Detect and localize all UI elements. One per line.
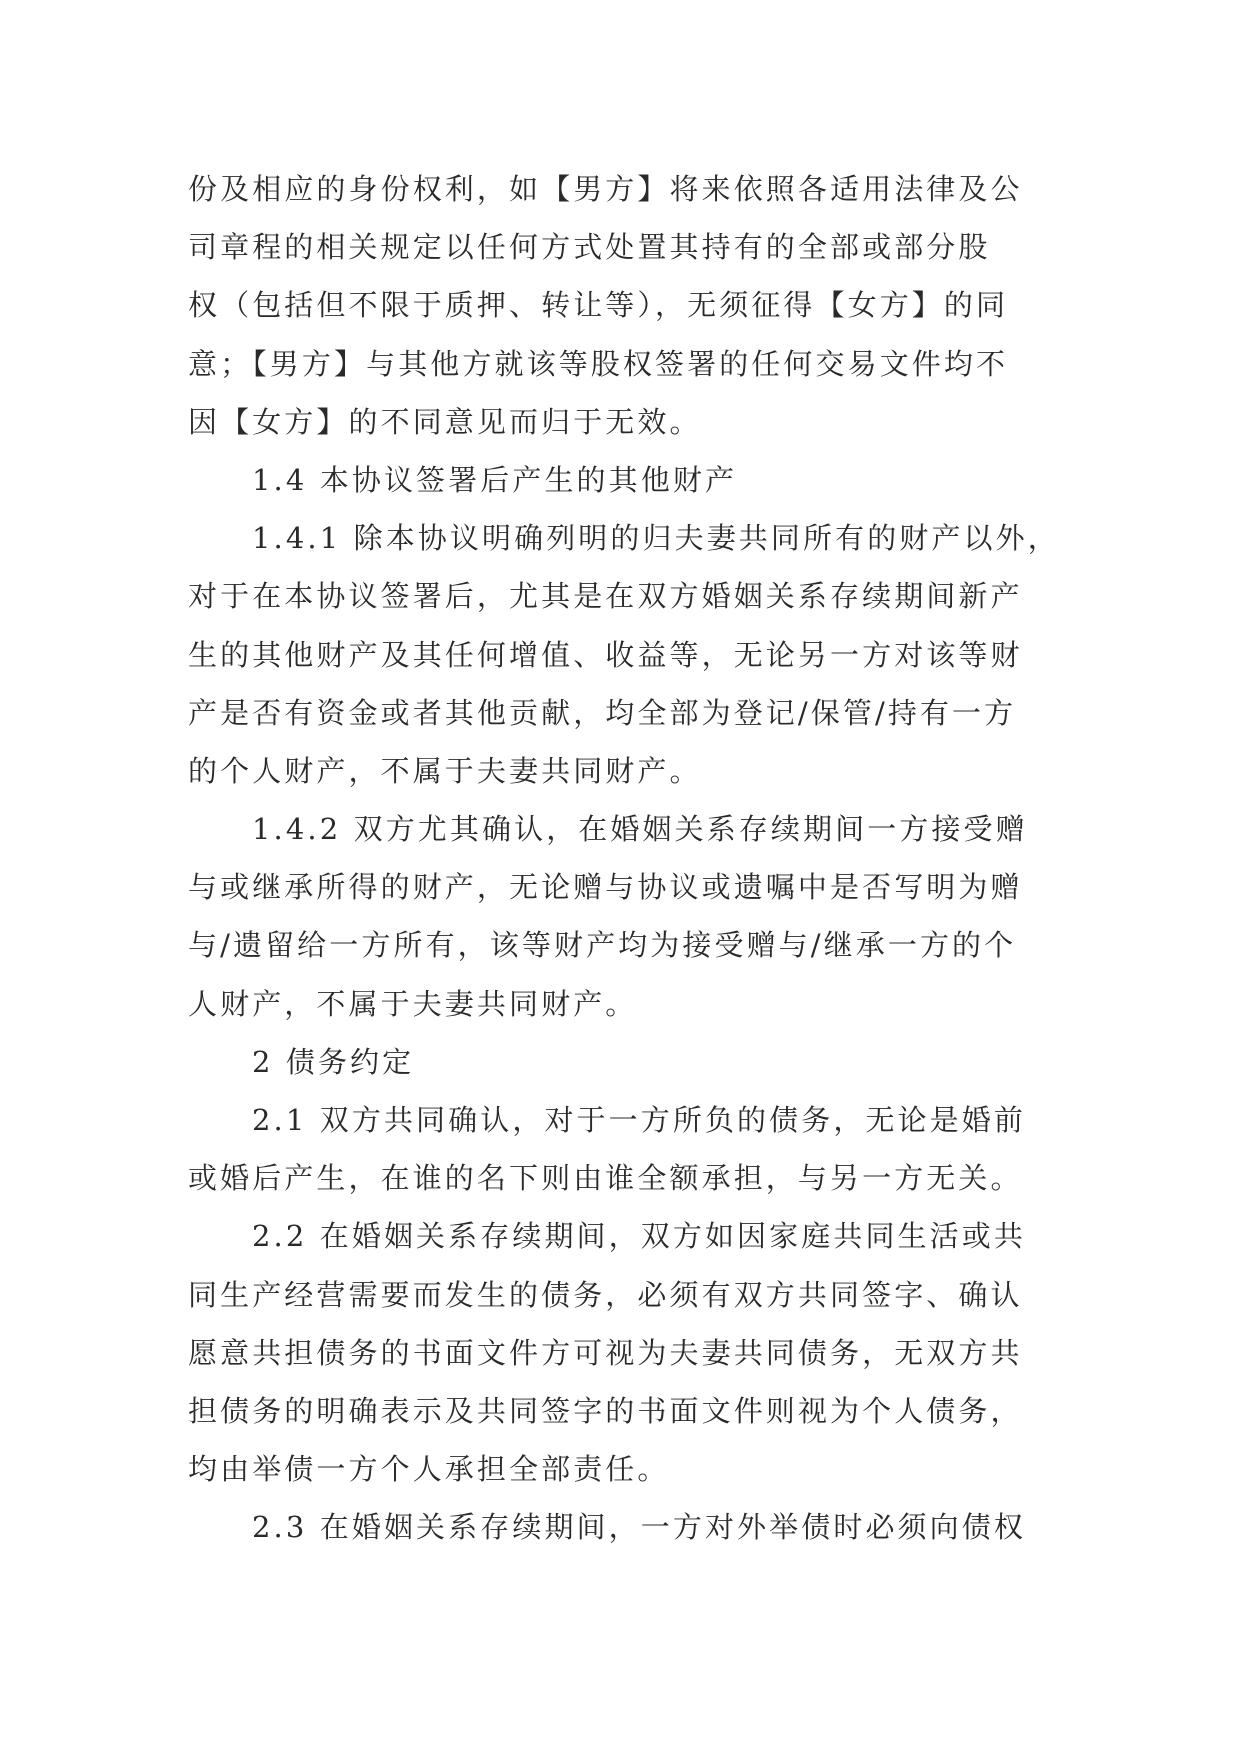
text-line: 或婚后产生，在谁的名下则由谁全额承担，与另一方无关。 — [188, 1161, 1023, 1196]
text-line: 生的其他财产及其任何增值、收益等，无论另一方对该等财 — [188, 637, 1023, 672]
section-heading: 1.4 本协议签署后产生的其他财产 — [252, 462, 738, 497]
text-line: 与或继承所得的财产，无论赠与协议或遗嘱中是否写明为赠 — [188, 870, 1023, 905]
text-line: 产是否有资金或者其他贡献，均全部为登记/保管/持有一方 — [188, 695, 1017, 730]
text-line: 的个人财产，不属于夫妻共同财产。 — [188, 753, 702, 788]
text-line: 愿意共担债务的书面文件方可视为夫妻共同债务，无双方共 — [188, 1335, 1023, 1370]
paragraph-start-line: 2.3 在婚姻关系存续期间，一方对外举债时必须向债权 — [252, 1510, 1026, 1545]
text-line: 因【女方】的不同意见而归于无效。 — [188, 404, 702, 439]
text-line: 权（包括但不限于质押、转让等），无须征得【女方】的同 — [188, 288, 1009, 323]
paragraph-start-line: 2.1 双方共同确认，对于一方所负的债务，无论是婚前 — [252, 1103, 1026, 1137]
text-line: 司章程的相关规定以任何方式处置其持有的全部或部分股 — [188, 230, 991, 265]
text-line: 同生产经营需要而发生的债务，必须有双方共同签字、确认 — [188, 1277, 1023, 1312]
text-line: 对于在本协议签署后，尤其是在双方婚姻关系存续期间新产 — [188, 579, 1023, 614]
paragraph-start-line: 2.2 在婚姻关系存续期间，双方如因家庭共同生活或共 — [252, 1219, 1026, 1254]
text-line: 担债务的明确表示及共同签字的书面文件则视为个人债务， — [188, 1393, 1023, 1428]
text-line: 人财产，不属于夫妻共同财产。 — [188, 986, 638, 1021]
text-line: 均由举债一方个人承担全部责任。 — [188, 1452, 670, 1487]
text-line: 与/遗留给一方所有，该等财产均为接受赠与/继承一方的个 — [188, 928, 1017, 963]
paragraph-start-line: 1.4.2 双方尤其确认，在婚姻关系存续期间一方接受赠 — [252, 812, 1028, 847]
text-line: 份及相应的身份权利，如【男方】将来依照各适用法律及公 — [188, 172, 1023, 206]
paragraph-start-line: 1.4.1 除本协议明确列明的归夫妻共同所有的财产以外， — [252, 521, 1060, 556]
section-heading: 2 债务约定 — [252, 1044, 415, 1079]
text-line: 意；【男方】与其他方就该等股权签署的任何交易文件均不 — [188, 346, 1009, 381]
document-body — [188, 160, 1068, 1557]
